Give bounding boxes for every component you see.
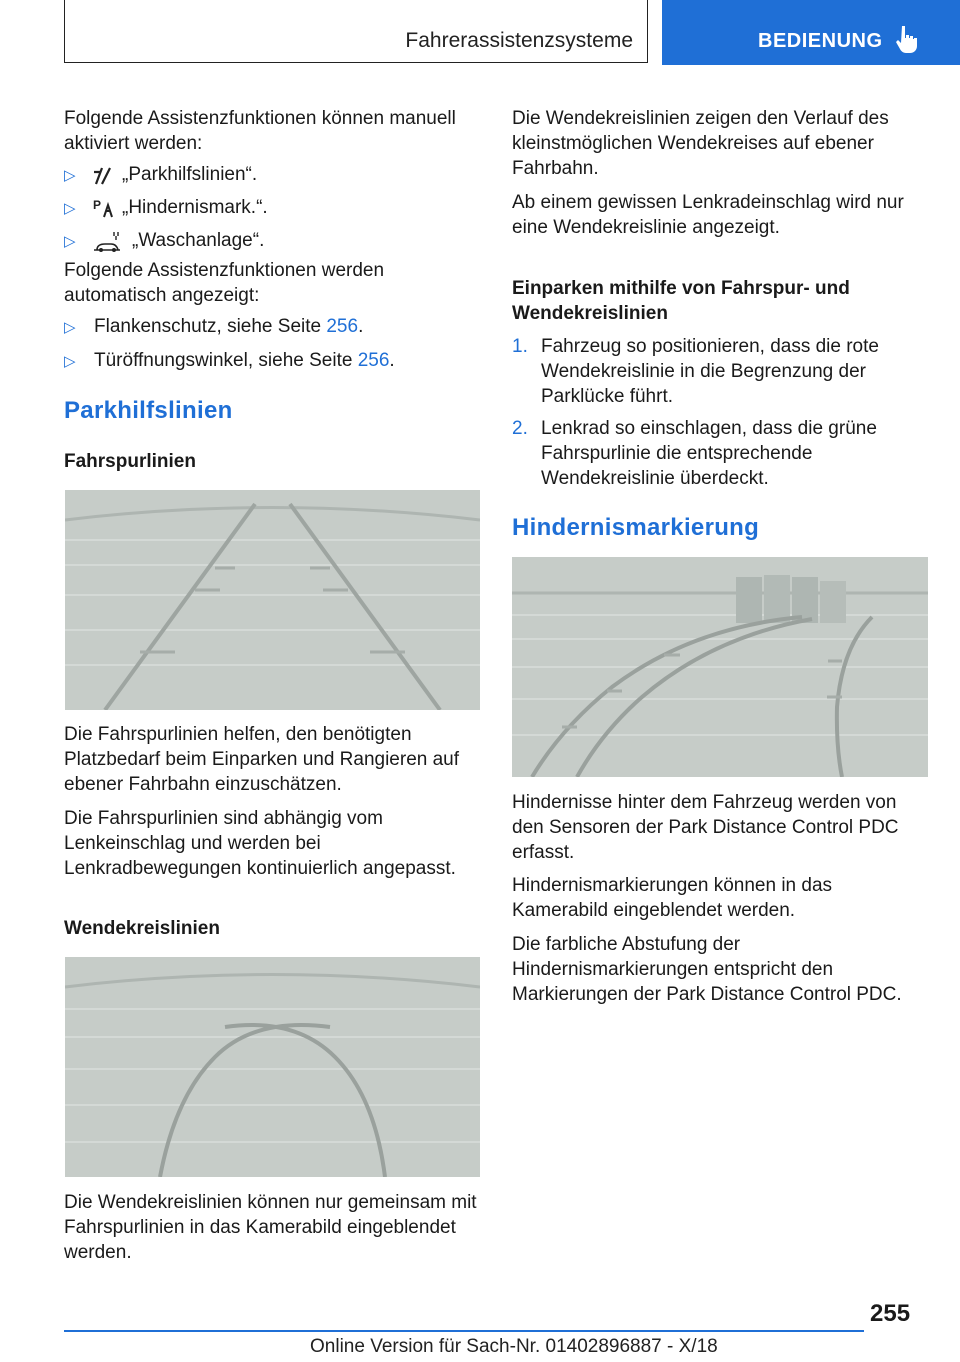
section-title-parkhilfslinien: Parkhilfslinien xyxy=(64,397,233,424)
list-item: ▷ P „Hindernismark.“. xyxy=(64,197,474,222)
right-paragraph-2: Ab einem gewissen Lenkradeinschlag wird nur eine Wendekreislinie angezeigt. xyxy=(512,192,904,238)
subsection-title-fahrspurlinien: Fahrspurlinien xyxy=(64,451,196,472)
bullet-triangle-icon: ▷ xyxy=(64,319,76,336)
right-paragraph-1: Die Wendekreislinien zeigen den Verlauf des kleinstmöglichen Wendekreises auf ebener Fahrbahn. xyxy=(512,108,889,179)
step-number: 1. xyxy=(512,336,528,357)
list-item: ▷ „Parkhilfslinien“. xyxy=(64,164,474,189)
car-wash-icon xyxy=(92,230,122,260)
bullet-triangle-icon: ▷ xyxy=(64,200,76,217)
header-chapter-tab[interactable] xyxy=(662,0,960,65)
right-paragraph-4: Hindernismarkierungen können in das Kamerabild eingeblendet werden. xyxy=(512,875,833,921)
wendekreislinien-paragraph-1: Die Wendekreislinien können nur gemeinsam mit Fahrspurlinien in das Kamerabild eingeblendet werden. xyxy=(64,1192,477,1263)
bullet-triangle-icon: ▷ xyxy=(64,353,76,370)
header-section-title: Fahrerassistenzsysteme xyxy=(405,29,633,52)
svg-text:P: P xyxy=(93,198,102,212)
obstacle-marking-icon xyxy=(92,197,114,225)
footer-version-text: Online Version für Sach-Nr. 01402896887 - X/18 xyxy=(310,1336,718,1357)
fahrspurlinien-paragraph-2: Die Fahrspurlinien sind abhängig vom Lenkeinschlag und werden bei Lenkradbewegungen kontinuierlich angepasst. xyxy=(64,808,456,879)
step-number: 2. xyxy=(512,418,528,439)
intro-paragraph: Folgende Assistenzfunktionen können manuell aktiviert werden: xyxy=(64,108,456,154)
auto-intro-paragraph: Folgende Assistenzfunktionen werden automatisch angezeigt: xyxy=(64,260,385,306)
list-item: ▷ Türöffnungswinkel, siehe Seite 256. xyxy=(64,350,395,371)
hand-pointer-icon xyxy=(896,24,918,59)
header-chapter-label: BEDIENUNG xyxy=(758,30,883,52)
right-paragraph-5: Die farbliche Abstufung der Hindernismarkierungen entspricht den Markierungen der Park Distance Control PDC. xyxy=(512,934,902,1005)
bullet-triangle-icon: ▷ xyxy=(64,167,76,184)
step-text: Fahrzeug so positionieren, dass die rote Wendekreislinie in die Begrenzung der Parklücke führt. xyxy=(541,336,879,407)
step-text: Lenkrad so einschlagen, dass die grüne Fahrspurlinie die entsprechende Wendekreislinie überdeckt. xyxy=(541,418,877,489)
footer-divider xyxy=(64,1330,864,1332)
subsection-title-einparken: Einparken mithilfe von Fahrspur- und Wendekreislinien xyxy=(512,278,850,324)
right-paragraph-3: Hindernisse hinter dem Fahrzeug werden von den Sensoren der Park Distance Control PDC erfasst. xyxy=(512,792,899,863)
header-section-box xyxy=(64,0,648,63)
page-number: 255 xyxy=(870,1300,911,1327)
page-link[interactable]: 256 xyxy=(326,316,359,337)
section-title-hindernismarkierung: Hindernismarkierung xyxy=(512,514,760,541)
list-item: ▷ Flankenschutz, siehe Seite 256. xyxy=(64,316,364,337)
subsection-title-wendekreislinien: Wendekreislinien xyxy=(64,918,220,939)
parking-lines-icon xyxy=(92,164,114,192)
turning-circle-lines-image xyxy=(65,957,480,1177)
lane-lines-image xyxy=(65,490,480,710)
obstacle-marking-image xyxy=(512,557,928,777)
fahrspurlinien-paragraph-1: Die Fahrspurlinien helfen, den benötigten Platzbedarf beim Einparken und Rangieren auf ebener Fahrbahn einzuschätzen. xyxy=(64,724,460,795)
list-item: ▷ „Waschanlage“. xyxy=(64,230,474,255)
bullet-triangle-icon: ▷ xyxy=(64,233,76,250)
page-link[interactable]: 256 xyxy=(357,350,390,371)
